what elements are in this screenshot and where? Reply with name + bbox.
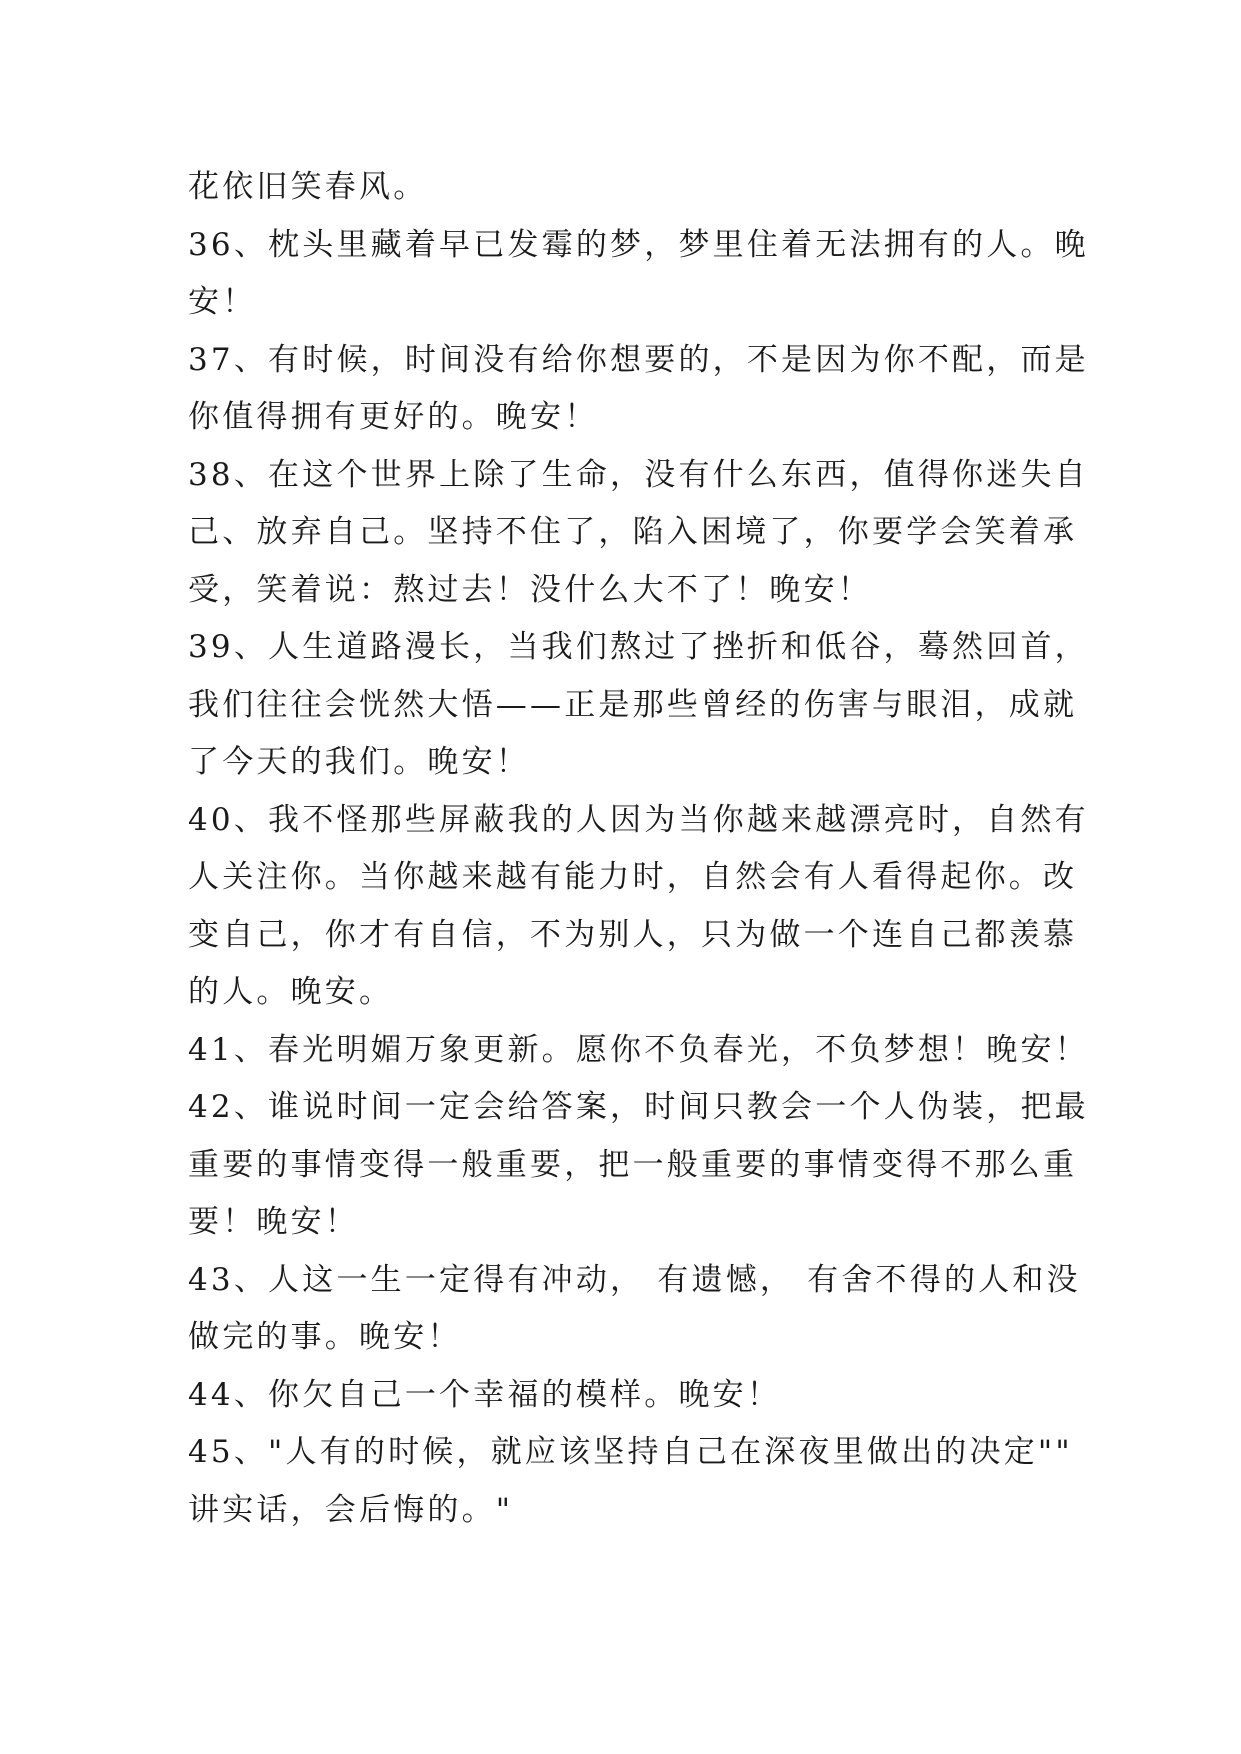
text-line: 你值得拥有更好的。晚安！ [188, 399, 599, 435]
text-line: 41、春光明媚万象更新。愿你不负春光，不负梦想！晚安！ [188, 1031, 1089, 1068]
text-line: 要！晚安！ [188, 1204, 359, 1240]
text-line: 了今天的我们。晚安！ [188, 744, 530, 780]
text-line: 讲实话，会后悔的。" [188, 1491, 514, 1528]
text-line: 39、人生道路漫长，当我们熬过了挫折和低谷，蓦然回首， [188, 629, 1089, 665]
text-line: 45、"人有的时候，就应该坚持自己在深夜里做出的决定"" [188, 1434, 1073, 1470]
text-line: 变自己，你才有自信，不为别人，只为做一个连自己都羡慕 [188, 916, 1078, 953]
text-line: 37、有时候，时间没有给你想要的，不是因为你不配，而是 [188, 341, 1089, 378]
text-line: 安！ [188, 284, 257, 320]
text-line: 花依旧笑春风。 [188, 169, 428, 205]
text-line: 做完的事。晚安！ [188, 1319, 462, 1355]
text-line: 44、你欠自己一个幸福的模样。晚安！ [188, 1376, 782, 1413]
document-body [188, 159, 1089, 1539]
text-line: 己、放弃自己。坚持不住了，陷入困境了，你要学会笑着承 [188, 514, 1078, 550]
text-line: 40、我不怪那些屏蔽我的人因为当你越来越漂亮时，自然有 [188, 801, 1089, 838]
text-line: 重要的事情变得一般重要，把一般重要的事情变得不那么重 [188, 1146, 1078, 1183]
text-line: 受，笑着说：熬过去！没什么大不了！晚安！ [188, 571, 872, 608]
text-line: 36、枕头里藏着早已发霉的梦，梦里住着无法拥有的人。晚 [188, 226, 1089, 263]
text-line: 43、人这一生一定得有冲动， 有遗憾， 有舍不得的人和没 [188, 1261, 1081, 1298]
text-line: 人关注你。当你越来越有能力时，自然会有人看得起你。改 [188, 859, 1078, 895]
text-line: 42、谁说时间一定会给答案，时间只教会一个人伪装，把最 [188, 1089, 1089, 1125]
text-line: 38、在这个世界上除了生命，没有什么东西，值得你迷失自 [188, 456, 1089, 493]
text-line: 的人。晚安。 [188, 974, 394, 1010]
text-line: 我们往往会恍然大悟——正是那些曾经的伤害与眼泪，成就 [188, 686, 1078, 723]
